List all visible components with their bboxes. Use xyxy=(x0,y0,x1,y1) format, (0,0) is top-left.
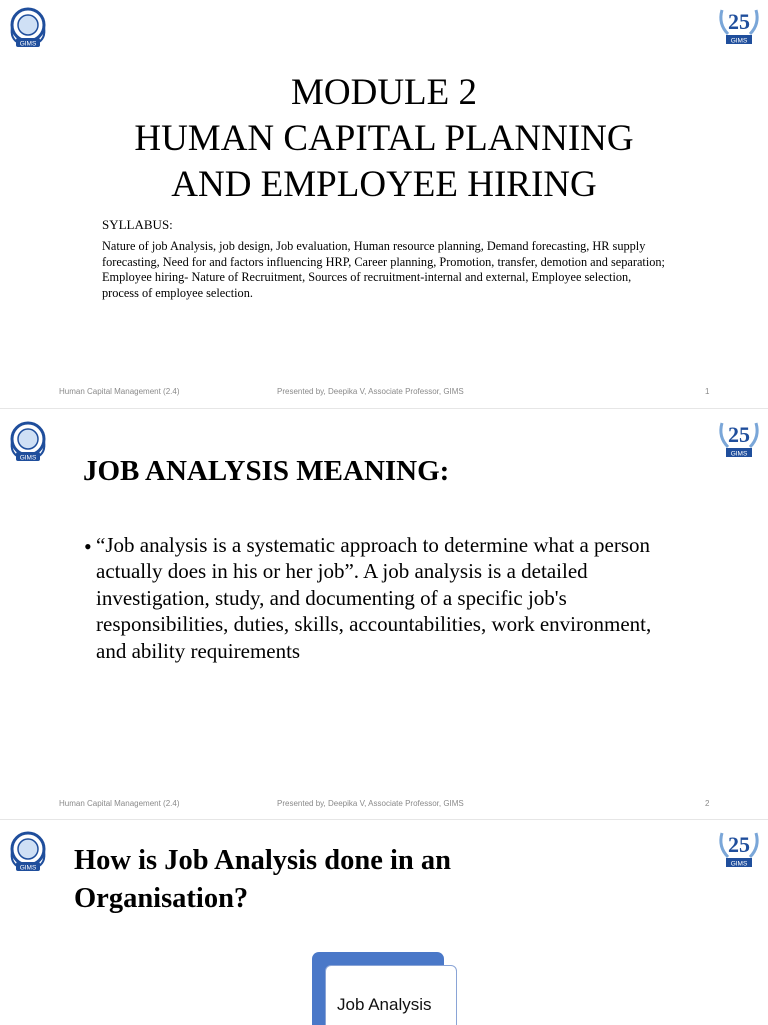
title-line: HUMAN CAPITAL PLANNING xyxy=(134,118,634,159)
bullet-icon: • xyxy=(84,534,92,559)
syllabus-heading: SYLLABUS: xyxy=(102,217,173,232)
module-title xyxy=(0,70,768,208)
logo-right-number: 25 xyxy=(728,9,750,34)
logo-right-number: 25 xyxy=(728,422,750,447)
footer-course: Human Capital Management (2.4) xyxy=(59,387,180,396)
logo-left-text: GIMS xyxy=(19,40,37,48)
slide-2 xyxy=(0,408,768,820)
footer-course: Human Capital Management (2.4) xyxy=(59,799,180,808)
slide-3 xyxy=(0,819,768,1025)
diagram-box-label: Job Analysis xyxy=(337,995,432,1014)
college-seal-icon xyxy=(5,829,51,875)
heading-line: Organisation? xyxy=(74,883,249,914)
slide-heading xyxy=(74,842,451,918)
logo-right-text: GIMS xyxy=(730,450,748,458)
footer-presenter: Presented by, Deepika V, Associate Professor, GIMS xyxy=(277,799,464,808)
logo-left-text: GIMS xyxy=(19,864,37,872)
logo-left-text: GIMS xyxy=(19,454,37,462)
footer-presenter: Presented by, Deepika V, Associate Professor, GIMS xyxy=(277,387,464,396)
slide-1 xyxy=(0,0,768,408)
heading-line: How is Job Analysis done in an xyxy=(74,845,451,876)
title-line: AND EMPLOYEE HIRING xyxy=(171,164,597,205)
bullet-text: “Job analysis is a systematic approach to determine what a person actually does in his or her job”. A job analysis is a detailed investigation, study, and documenting of a specific job's responsibilities, duties, skills, accountabilities, work environment, and ability requirements xyxy=(96,533,652,663)
logo-right-number: 25 xyxy=(728,832,750,857)
college-seal-icon xyxy=(5,5,51,51)
title-line: MODULE 2 xyxy=(290,72,477,113)
footer-page-number: 2 xyxy=(705,799,710,808)
college-seal-icon xyxy=(5,419,51,465)
25-years-emblem-icon xyxy=(716,415,762,459)
slide-heading: JOB ANALYSIS MEANING: xyxy=(83,455,450,487)
logo-right-text: GIMS xyxy=(730,860,748,868)
syllabus-body: Nature of job Analysis, job design, Job evaluation, Human resource planning, Demand forecasting, HR supply forecasting, Need for and factors influencing HRP, Career planning, Promotion, transfer, demotion and separation; Employee hiring- Nature of Recruitment, Sources of recruitment-internal and external, Employee selection, process of employee selection. xyxy=(102,239,665,300)
logo-right-text: GIMS xyxy=(730,37,748,45)
footer-page-number: 1 xyxy=(705,387,710,396)
25-years-emblem-icon xyxy=(716,2,762,46)
25-years-emblem-icon xyxy=(716,825,762,869)
